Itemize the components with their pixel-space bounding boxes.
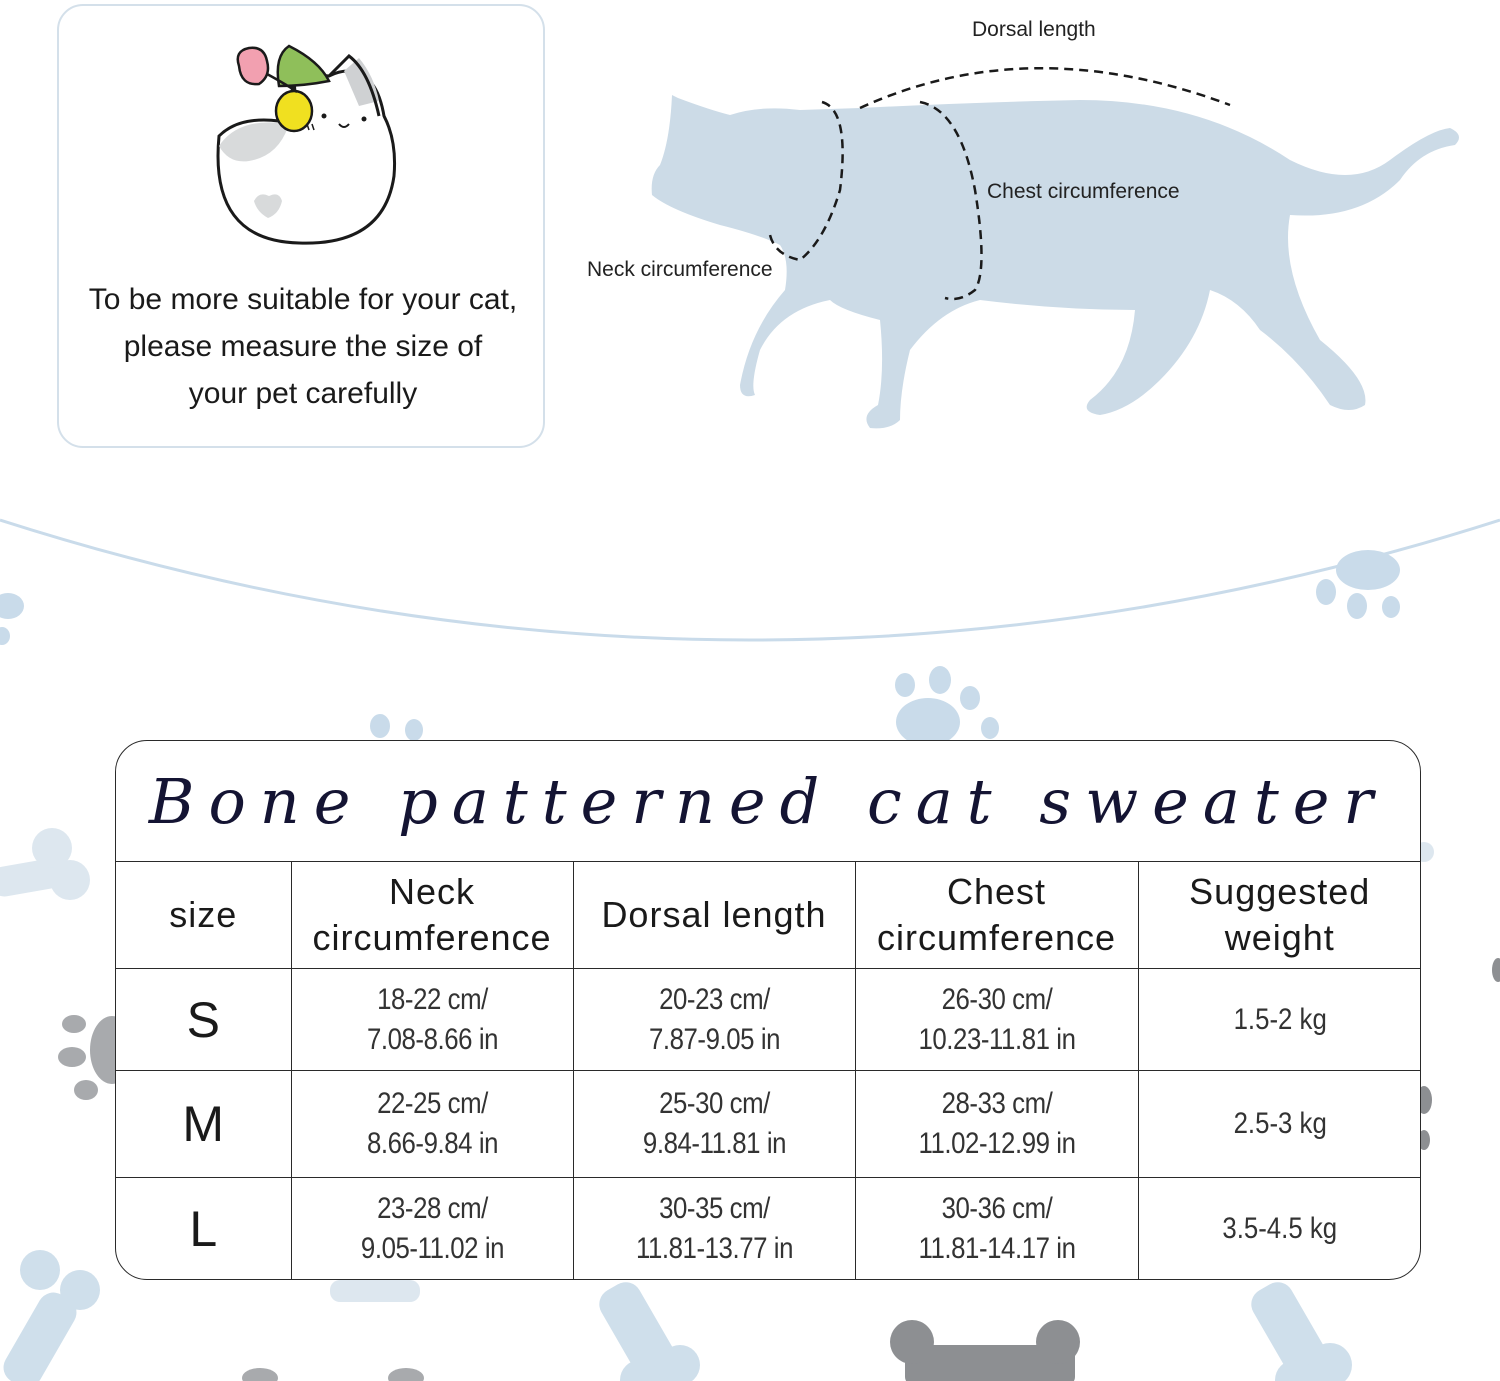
size-cell: L (116, 1178, 291, 1280)
cat-illustration-icon (179, 36, 409, 251)
measurement-diagram (560, 10, 1480, 450)
table-header-row (116, 862, 1421, 969)
chest-cell: 30-36 cm/ 11.81-14.17 in (855, 1178, 1138, 1280)
size-cell: M (116, 1071, 291, 1178)
weight-cell: 3.5-4.5 kg (1138, 1178, 1421, 1280)
neck-cell: 18-22 cm/ 7.08-8.66 in (291, 969, 573, 1071)
measure-tip-text (59, 276, 547, 417)
divider-arc (0, 520, 1500, 640)
cat-silhouette-icon (560, 10, 1480, 450)
size-chart-title: Bone patterned cat sweater (116, 741, 1420, 862)
weight-cell: 2.5-3 kg (1138, 1071, 1421, 1178)
header-dorsal: Dorsal length (573, 862, 855, 969)
paw-print-icon (1416, 958, 1500, 1150)
bone-icon (890, 1320, 1080, 1381)
measure-tip-line: To be more suitable for your cat, (88, 283, 518, 316)
bone-icon (0, 1250, 100, 1381)
bone-icon (0, 828, 90, 900)
chest-cell: 26-30 cm/ 10.23-11.81 in (855, 969, 1138, 1071)
weight-cell: 1.5-2 kg (1138, 969, 1421, 1071)
table-row (116, 1178, 1421, 1280)
dorsal-cell: 25-30 cm/ 9.84-11.81 in (573, 1071, 855, 1178)
measure-tip-card (57, 4, 545, 448)
dorsal-length-label: Dorsal length (972, 18, 1096, 41)
bone-icon (330, 1280, 420, 1302)
dorsal-cell: 30-35 cm/ 11.81-13.77 in (573, 1178, 855, 1280)
size-table (116, 862, 1421, 1279)
measure-tip-line: please measure the size of (123, 330, 483, 363)
bone-icon (1245, 1276, 1352, 1381)
header-chest: Chest circumference (855, 862, 1138, 969)
neck-cell: 22-25 cm/ 8.66-9.84 in (291, 1071, 573, 1178)
size-cell: S (116, 969, 291, 1071)
chest-cell: 28-33 cm/ 11.02-12.99 in (855, 1071, 1138, 1178)
dorsal-cell: 20-23 cm/ 7.87-9.05 in (573, 969, 855, 1071)
paw-print-icon (895, 666, 999, 746)
header-neck: Neck circumference (291, 862, 573, 969)
measure-tip-line: your pet carefully (188, 377, 418, 410)
neck-circumference-label: Neck circumference (587, 258, 773, 281)
paw-print-icon (370, 714, 423, 741)
size-chart (115, 740, 1421, 1280)
table-row (116, 1071, 1421, 1178)
header-size: size (169, 894, 238, 935)
paw-print-icon (1316, 550, 1400, 619)
neck-cell: 23-28 cm/ 9.05-11.02 in (291, 1178, 573, 1280)
header-weight: Suggested weight (1138, 862, 1421, 969)
table-row (116, 969, 1421, 1071)
bone-icon (593, 1276, 700, 1381)
bone-icon (242, 1368, 424, 1381)
chest-circumference-label: Chest circumference (987, 180, 1180, 203)
paw-print-icon (0, 593, 24, 645)
